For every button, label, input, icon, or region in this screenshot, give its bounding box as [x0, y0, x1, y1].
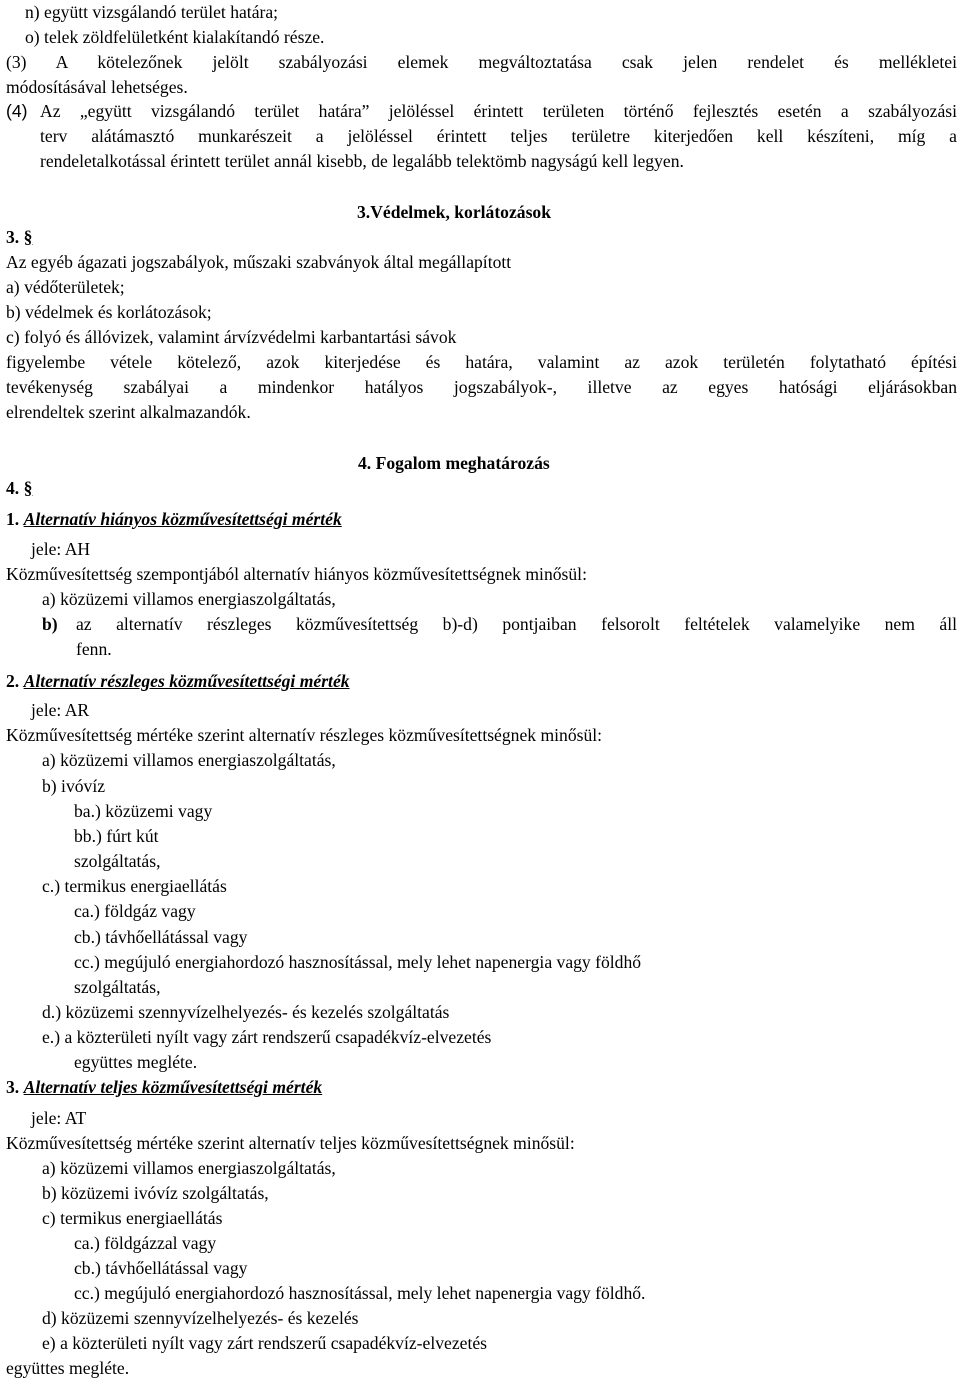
definition-3-item-e-cont: együttes megléte.	[6, 1358, 130, 1378]
section-3-closing-line-1: figyelembe vétele kötelező, azok kiterjedése és határa, valamint az azok területén folytatható építési	[6, 352, 957, 372]
definition-2-item-c: c.) termikus energiaellátás	[42, 876, 227, 896]
definition-3-item-a: a) közüzemi villamos energiaszolgáltatás,	[42, 1158, 336, 1178]
definition-1-item-b-label: b)	[42, 614, 58, 634]
paragraph-4-line-3: rendeletalkotással érintett terület annál kisebb, de legalább telektömb nagyságú kell legyen.	[40, 151, 684, 171]
definition-1-title	[6, 507, 342, 532]
definition-3-item-cc: cc.) megújuló energiahordozó hasznosítással, mely lehet napenergia vagy földhő.	[74, 1283, 646, 1303]
section-3-item-c: c) folyó és állóvizek, valamint árvízvédelmi karbantartási sávok	[6, 327, 457, 347]
section-4-paragraph-sign: §	[23, 478, 33, 498]
definition-3-name: Alternatív teljes közművesítettségi mérték	[23, 1077, 323, 1097]
definition-1-item-a: a) közüzemi villamos energiaszolgáltatás,	[42, 589, 336, 609]
section-4-number	[6, 476, 32, 501]
definition-2-title	[6, 669, 350, 694]
definition-2-name: Alternatív részleges közművesítettségi mérték	[23, 671, 350, 691]
definition-2-intro: Közművesítettség mértéke szerint alternatív részleges közművesítettségnek minősül:	[6, 725, 603, 745]
definition-3-item-cb: cb.) távhőellátással vagy	[74, 1258, 248, 1278]
definition-2-item-cc-cont: szolgáltatás,	[74, 977, 161, 997]
section-4-num: 4.	[6, 478, 20, 498]
section-4-heading: 4. Fogalom meghatározás	[358, 453, 550, 473]
definition-2-item-bb: bb.) fúrt kút	[74, 826, 159, 846]
paragraph-3-line-1: (3) A kötelezőnek jelölt szabályozási elemek megváltoztatása csak jelen rendelet és mellékletei	[6, 52, 957, 72]
section-3-num: 3.	[6, 227, 20, 247]
paragraph-3-line-2: módosításával lehetséges.	[6, 77, 188, 97]
definition-3-item-e: e) a közterületi nyílt vagy zárt rendszerű csapadékvíz-elvezetés	[42, 1333, 487, 1353]
section-3-intro: Az egyéb ágazati jogszabályok, műszaki szabványok által megállapított	[6, 252, 512, 272]
paragraph-4-line-1: Az „együtt vizsgálandó terület határa” jelöléssel érintett területen történő fejlesztés esetén a szabályozási	[40, 101, 957, 121]
list-item-o: o) telek zöldfelületként kialakítandó része.	[25, 27, 325, 47]
section-3-closing-line-3: elrendeltek szerint alkalmazandók.	[6, 402, 251, 422]
definition-1-code: jele: AH	[31, 539, 91, 559]
definition-2-item-e: e.) a közterületi nyílt vagy zárt rendszerű csapadékvíz-elvezetés	[42, 1027, 492, 1047]
definition-3-title	[6, 1075, 322, 1100]
definition-3-item-c: c) termikus energiaellátás	[42, 1208, 223, 1228]
definition-3-number: 3.	[6, 1077, 20, 1097]
definition-2-item-bb-cont: szolgáltatás,	[74, 851, 161, 871]
definition-3-item-ca: ca.) földgázzal vagy	[74, 1233, 217, 1253]
definition-1-intro: Közművesítettség szempontjából alternatív hiányos közművesítettségnek minősül:	[6, 564, 587, 584]
definition-2-item-cb: cb.) távhőellátással vagy	[74, 927, 248, 947]
section-3-item-a: a) védőterületek;	[6, 277, 125, 297]
definition-3-item-d: d) közüzemi szennyvízelhelyezés- és kezelés	[42, 1308, 359, 1328]
definition-2-item-cc: cc.) megújuló energiahordozó hasznosítással, mely lehet napenergia vagy földhő	[74, 952, 642, 972]
section-3-heading: 3.Védelmek, korlátozások	[357, 202, 552, 222]
definition-1-item-b-line-2: fenn.	[76, 639, 112, 659]
definition-1-item-b-line-1: az alternatív részleges közművesítettség b)-d) pontjaiban felsorolt feltételek valamelyike nem áll	[76, 614, 957, 634]
definition-1-number: 1.	[6, 509, 20, 529]
definition-2-number: 2.	[6, 671, 20, 691]
definition-3-intro: Közművesítettség mértéke szerint alternatív teljes közművesítettségnek minősül:	[6, 1133, 575, 1153]
definition-2-item-d: d.) közüzemi szennyvízelhelyezés- és kezelés szolgáltatás	[42, 1002, 450, 1022]
paragraph-4-line-2: terv alátámasztó munkarészeit a jelöléssel érintett teljes területre kiterjedően kell készíteni, míg a	[40, 126, 957, 146]
definition-2-item-ca: ca.) földgáz vagy	[74, 901, 196, 921]
paragraph-4-number: (4)	[6, 101, 28, 121]
section-3-number	[6, 225, 32, 250]
definition-2-item-e-cont: együttes megléte.	[74, 1052, 198, 1072]
definition-3-code: jele: AT	[31, 1108, 87, 1128]
definition-3-item-b: b) közüzemi ivóvíz szolgáltatás,	[42, 1183, 269, 1203]
definition-2-item-a: a) közüzemi villamos energiaszolgáltatás,	[42, 750, 336, 770]
definition-1-name: Alternatív hiányos közművesítettségi mérték	[23, 509, 342, 529]
definition-2-item-ba: ba.) közüzemi vagy	[74, 801, 213, 821]
section-3-item-b: b) védelmek és korlátozások;	[6, 302, 212, 322]
section-3-paragraph-sign: §	[23, 227, 33, 247]
list-item-n: n) együtt vizsgálandó terület határa;	[25, 2, 279, 22]
definition-2-code: jele: AR	[31, 700, 90, 720]
section-3-closing-line-2: tevékenység szabályai a mindenkor hatályos jogszabályok-, illetve az egyes hatósági eljárásokban	[6, 377, 957, 397]
definition-2-item-b: b) ivóvíz	[42, 776, 106, 796]
